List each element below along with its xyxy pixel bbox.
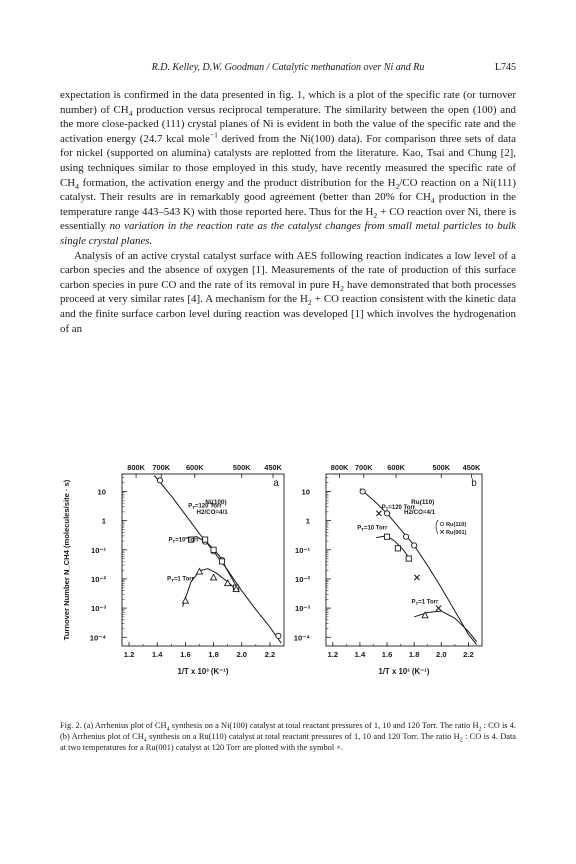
catalyst-label: Ni(100) xyxy=(205,499,227,506)
pressure-label xyxy=(188,504,222,511)
paragraph-1 xyxy=(60,88,516,249)
x-tick-label: 1.4 xyxy=(151,650,163,659)
data-point-circle xyxy=(403,534,408,539)
text-run: : CO is 4. (b) Arrhenius plot of CH xyxy=(60,721,516,741)
subscript: 2 xyxy=(373,210,378,220)
x-tick-label: 1.2 xyxy=(123,650,135,659)
plot-frame xyxy=(326,474,482,646)
subscript: 2 xyxy=(459,737,463,744)
x-tick-label: 2.0 xyxy=(436,650,447,659)
pressure-label xyxy=(411,600,438,607)
figure-2 xyxy=(60,456,516,721)
data-point-circle xyxy=(384,511,389,516)
y-tick-label: 10⁻⁴ xyxy=(89,633,106,643)
x-tick-label: 1.8 xyxy=(208,650,219,659)
legend-label: Ru(110) xyxy=(446,522,467,528)
data-point-triangle xyxy=(211,574,217,580)
pressure-subscript: T xyxy=(171,577,174,583)
figure-caption xyxy=(60,720,516,753)
subscript: 4 xyxy=(75,181,79,191)
y-tick-label: 1 xyxy=(305,516,310,526)
text-run: synthesis on a Ni(100) catalyst at total reactant pressures of 1, 10 and 120 Torr. The ratio H xyxy=(169,721,479,730)
x-tick-label: 2.0 xyxy=(236,650,248,659)
subscript: 4 xyxy=(430,196,435,206)
data-point-square xyxy=(395,546,400,551)
text-run: + CO reaction over Ni, there is essentially xyxy=(60,205,516,233)
y-tick-label: 1 xyxy=(101,516,106,526)
pressure-symbol: P xyxy=(411,599,416,606)
pressure-symbol: P xyxy=(188,503,193,510)
top-tick-label: 450K xyxy=(264,463,282,472)
top-tick-label: 450K xyxy=(462,463,481,472)
pressure-symbol: P xyxy=(168,537,173,544)
plot-frame xyxy=(122,474,284,646)
y-tick-label: 10⁻⁴ xyxy=(293,633,310,643)
page-number: L745 xyxy=(494,62,516,73)
pressure-symbol: P xyxy=(357,525,362,532)
running-title: R.D. Kelley, D.W. Goodman / Catalytic methanation over Ni and Ru xyxy=(151,62,425,73)
pressure-label xyxy=(357,525,388,532)
data-point-square xyxy=(384,534,389,539)
y-tick-label: 10⁻³ xyxy=(91,604,106,614)
italic-text: no variation in the reaction rate as the catalyst changes from small metal particles to bulk single crystal planes. xyxy=(60,220,516,247)
legend-label: Ru(001) xyxy=(446,530,467,536)
top-tick-label: 700K xyxy=(152,463,171,472)
text-run: formation, the activation energy and the product distribution for the H xyxy=(78,176,396,189)
subscript: 2 xyxy=(340,283,344,293)
superscript: −1 xyxy=(209,130,218,140)
panel-label: b xyxy=(471,478,477,489)
subscript: 2 xyxy=(307,298,312,308)
figure-2-plots xyxy=(60,456,516,721)
pressure-subscript: T xyxy=(415,601,419,607)
subscript: 2 xyxy=(395,181,400,191)
text-run: /CO reaction on a Ni(111) catalyst. Their results are in remarkably good agreement (better than 20% for CH xyxy=(60,176,517,204)
pressure-subscript: T xyxy=(172,539,176,545)
data-point-triangle xyxy=(182,598,188,604)
top-tick-label: 600K xyxy=(185,463,204,472)
paragraph-2 xyxy=(60,249,516,337)
text-run: expectation is confirmed in the data presented in fig. 1, which is a plot of the specific rate (or turnover number) of CH xyxy=(60,89,516,116)
y-tick-label: 10⁻¹ xyxy=(91,545,106,555)
data-point-square xyxy=(203,537,208,542)
subscript: 4 xyxy=(143,737,147,744)
x-tick-label: 2.2 xyxy=(463,650,474,659)
top-tick-label: 500K xyxy=(432,463,451,472)
data-point-triangle xyxy=(225,580,231,586)
pressure-symbol: P xyxy=(167,576,172,583)
text-run: synthesis on a Ru(110) catalyst at total reactant pressures of 1, 10 and 120 Torr. The ratio H xyxy=(146,732,460,741)
x-axis-label: 1/T x 10³ (K⁻¹) xyxy=(378,667,430,676)
data-point-square xyxy=(211,547,216,552)
data-point-circle xyxy=(157,478,162,483)
text-run: Analysis of an active crystal catalyst surface with AES following reaction indicates a low level of a carbon species and the absence of oxygen [1]. Measurements of the rate of production of this surface carbon species in pure CO and the rate of its removal in pure H xyxy=(60,249,516,291)
text-run: : CO is 4. Data at two temperatures for a Ru(001) catalyst at 120 Torr are plotted with the symbol ×. xyxy=(60,732,517,752)
pressure-value: =120 Torr xyxy=(388,504,416,511)
top-tick-label: 700K xyxy=(354,463,373,472)
text-run: Fig. 2. (a) Arrhenius plot of CH xyxy=(60,721,167,730)
pressure-value: =120 Torr xyxy=(194,503,222,510)
ratio-label: H2/CO=4/1 xyxy=(196,509,228,516)
x-tick-label: 1.6 xyxy=(180,650,191,659)
panel-label: a xyxy=(273,478,279,489)
top-tick-label: 800K xyxy=(127,463,145,472)
x-tick-label: 1.2 xyxy=(327,650,339,659)
text-run: production in the temperature range 443–543 K) with those reported here. Thus for the H xyxy=(60,191,516,218)
series-curve xyxy=(185,537,239,591)
data-point-square xyxy=(406,556,411,561)
data-point-cross xyxy=(376,511,381,516)
text-run: derived from the Ni(100) data). For comparison three sets of data for nickel (supported on alumina) catalysts are replotted from the literature. Kao, Tsai and Chung [2], using techniques similar to those employed in this study, have recently measured the specific rate of CH xyxy=(60,132,516,189)
x-axis-label: 1/T x 10³ (K⁻¹) xyxy=(177,667,229,676)
text-run: have demonstrated that both processes proceed at very similar rates [4]. A mechanism for the H xyxy=(60,278,516,306)
legend-brace xyxy=(436,520,438,534)
legend-cross-symbol xyxy=(440,530,444,534)
y-tick-label: 10⁻¹ xyxy=(295,545,310,555)
pressure-value: =1 Torr xyxy=(418,599,439,606)
chart-panel-a xyxy=(62,463,284,676)
x-tick-label: 1.4 xyxy=(354,650,366,659)
x-tick-label: 1.6 xyxy=(381,650,393,659)
y-tick-label: 10 xyxy=(301,487,310,497)
data-point-circle xyxy=(412,543,417,548)
x-tick-label: 2.2 xyxy=(264,650,276,659)
subscript: 4 xyxy=(166,726,170,733)
data-point-cross xyxy=(414,575,419,580)
x-tick-label: 1.8 xyxy=(408,650,420,659)
pressure-subscript: T xyxy=(192,505,195,511)
subscript: 2 xyxy=(478,726,482,733)
pressure-value: =10 Torr xyxy=(175,537,199,544)
catalyst-label: Ru(110) xyxy=(411,499,435,506)
top-tick-label: 800K xyxy=(330,463,349,472)
text-run: + CO reaction consistent with the kinetic data and the finite surface carbon level during reaction was developed [1] which involves the hydrogenation of an xyxy=(60,293,516,335)
ratio-label: H2/CO=4/1 xyxy=(404,509,436,516)
pressure-label xyxy=(168,538,199,545)
y-tick-label: 10⁻² xyxy=(91,574,106,584)
data-point-triangle xyxy=(196,568,202,574)
y-tick-label: 10⁻³ xyxy=(295,604,310,614)
text-run: production versus reciprocal temperature. The similarity between the open (100) and the more close-packed (111) crystal planes of Ni is evident in both the value of the specific rate and the activation energy (24.7 kcal mole xyxy=(60,103,517,145)
y-axis-label: Turnover Number N_CH4 (molecules/site · s) xyxy=(62,479,71,641)
pressure-subscript: T xyxy=(361,526,364,532)
pressure-symbol: P xyxy=(381,504,386,511)
chart-panel-b xyxy=(294,463,482,676)
running-header xyxy=(60,62,516,76)
y-tick-label: 10⁻² xyxy=(295,574,310,584)
pressure-label xyxy=(382,505,416,512)
pressure-label xyxy=(167,576,194,583)
y-tick-label: 10 xyxy=(97,487,106,497)
data-point-square xyxy=(219,559,224,564)
legend-circle-symbol xyxy=(440,522,444,526)
pressure-value: =1 Torr xyxy=(173,576,194,583)
subscript: 4 xyxy=(128,108,133,118)
data-point-circle xyxy=(276,633,281,638)
data-point-cross xyxy=(436,606,441,611)
pressure-value: =10 Torr xyxy=(363,525,388,532)
data-point-circle xyxy=(360,489,365,494)
body-text xyxy=(60,88,516,336)
top-tick-label: 500K xyxy=(232,463,251,472)
top-tick-label: 600K xyxy=(387,463,405,472)
pressure-subscript: T xyxy=(385,506,389,512)
